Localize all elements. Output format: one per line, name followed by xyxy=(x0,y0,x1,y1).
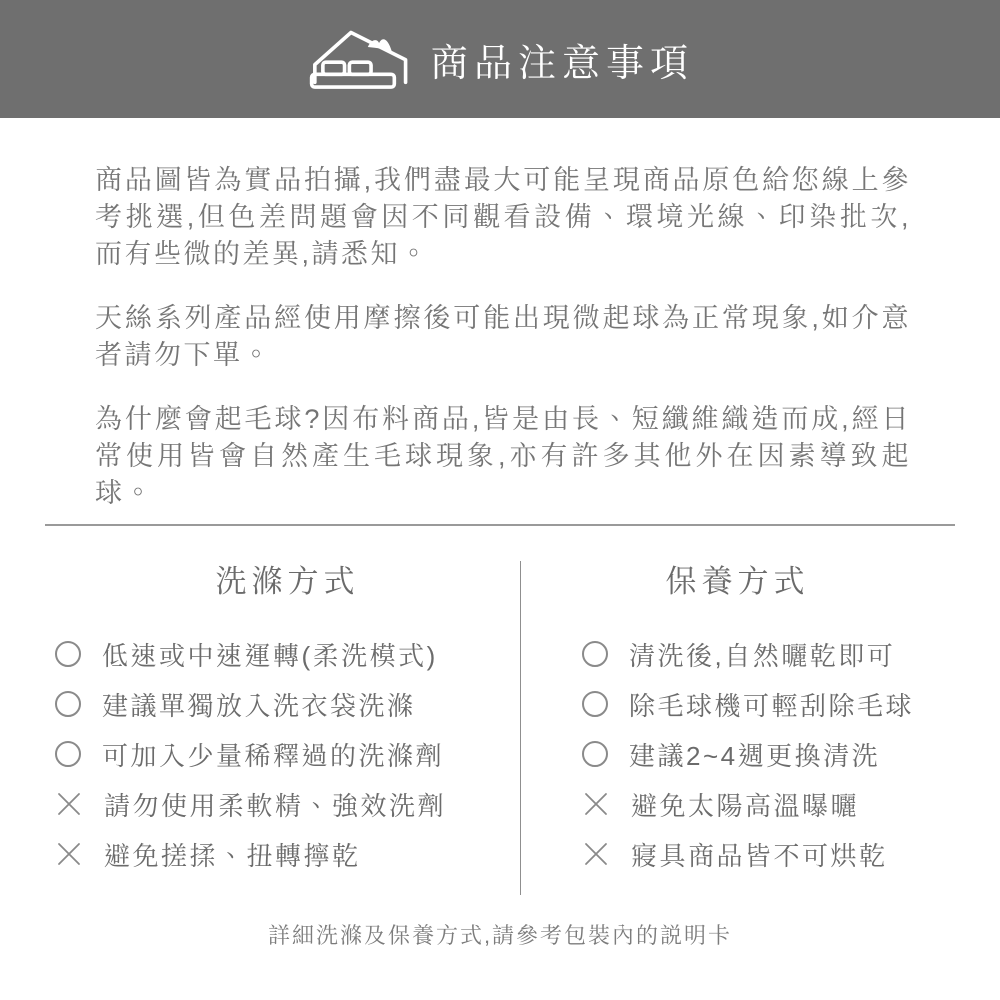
circle-marker-icon xyxy=(582,741,608,767)
list-item xyxy=(582,729,955,779)
list-item xyxy=(582,779,955,829)
list-item xyxy=(55,729,520,779)
care-list xyxy=(582,629,955,879)
column-divider xyxy=(520,561,521,895)
care-columns xyxy=(45,526,955,879)
circle-marker-icon xyxy=(55,741,81,767)
washing-title: 洗滌方式 xyxy=(215,564,360,599)
list-item xyxy=(582,629,955,679)
washing-column xyxy=(45,526,520,879)
circle-marker-icon xyxy=(55,641,81,667)
list-item xyxy=(55,829,520,879)
list-item-text: 避免搓揉、扭轉擰乾 xyxy=(104,840,361,871)
cross-marker-icon xyxy=(55,790,83,818)
list-item-text: 請勿使用柔軟精、強效洗劑 xyxy=(104,790,447,821)
list-item-text: 低速或中速運轉(柔洗模式) xyxy=(102,640,438,671)
notice-paragraph-tencel: 天絲系列產品經使用摩擦後可能出現微起球為正常現象,如介意者請勿下單。 xyxy=(95,303,911,370)
list-item xyxy=(55,679,520,729)
list-item-text: 清洗後,自然曬乾即可 xyxy=(629,640,896,671)
list-item xyxy=(55,779,520,829)
page-title: 商品注意事項 xyxy=(429,42,694,85)
list-item-text: 可加入少量稀釋過的洗滌劑 xyxy=(102,740,445,771)
list-item xyxy=(55,629,520,679)
list-item xyxy=(582,829,955,879)
circle-marker-icon xyxy=(55,691,81,717)
care-title: 保養方式 xyxy=(665,564,810,599)
washing-list xyxy=(55,629,520,879)
circle-marker-icon xyxy=(582,641,608,667)
cross-marker-icon xyxy=(582,790,610,818)
cross-marker-icon xyxy=(582,840,610,868)
header-banner xyxy=(0,0,1000,118)
notice-paragraph-color: 商品圖皆為實品拍攝,我們盡最大可能呈現商品原色給您線上參考挑選,但色差問題會因不同觀看設備、環境光線、印染批次,而有些微的差異,請悉知。 xyxy=(95,165,911,269)
circle-marker-icon xyxy=(582,691,608,717)
bed-icon xyxy=(306,26,412,92)
cross-marker-icon xyxy=(55,840,83,868)
list-item-text: 除毛球機可輕刮除毛球 xyxy=(629,690,915,721)
care-column xyxy=(520,526,955,879)
list-item-text: 建議單獨放入洗衣袋洗滌 xyxy=(102,690,416,721)
list-item-text: 寢具商品皆不可烘乾 xyxy=(631,840,888,871)
list-item xyxy=(582,679,955,729)
list-item-text: 避免太陽高溫曝曬 xyxy=(631,790,860,821)
footer-note: 詳細洗滌及保養方式,請參考包裝內的説明卡 xyxy=(267,923,733,948)
notice-paragraph-pilling: 為什麼會起毛球?因布料商品,皆是由長、短纖維織造而成,經日常使用皆會自然產生毛球現象,亦有許多其他外在因素導致起球。 xyxy=(95,404,911,508)
notice-section xyxy=(0,118,1000,512)
list-item-text: 建議2~4週更換清洗 xyxy=(629,740,881,771)
